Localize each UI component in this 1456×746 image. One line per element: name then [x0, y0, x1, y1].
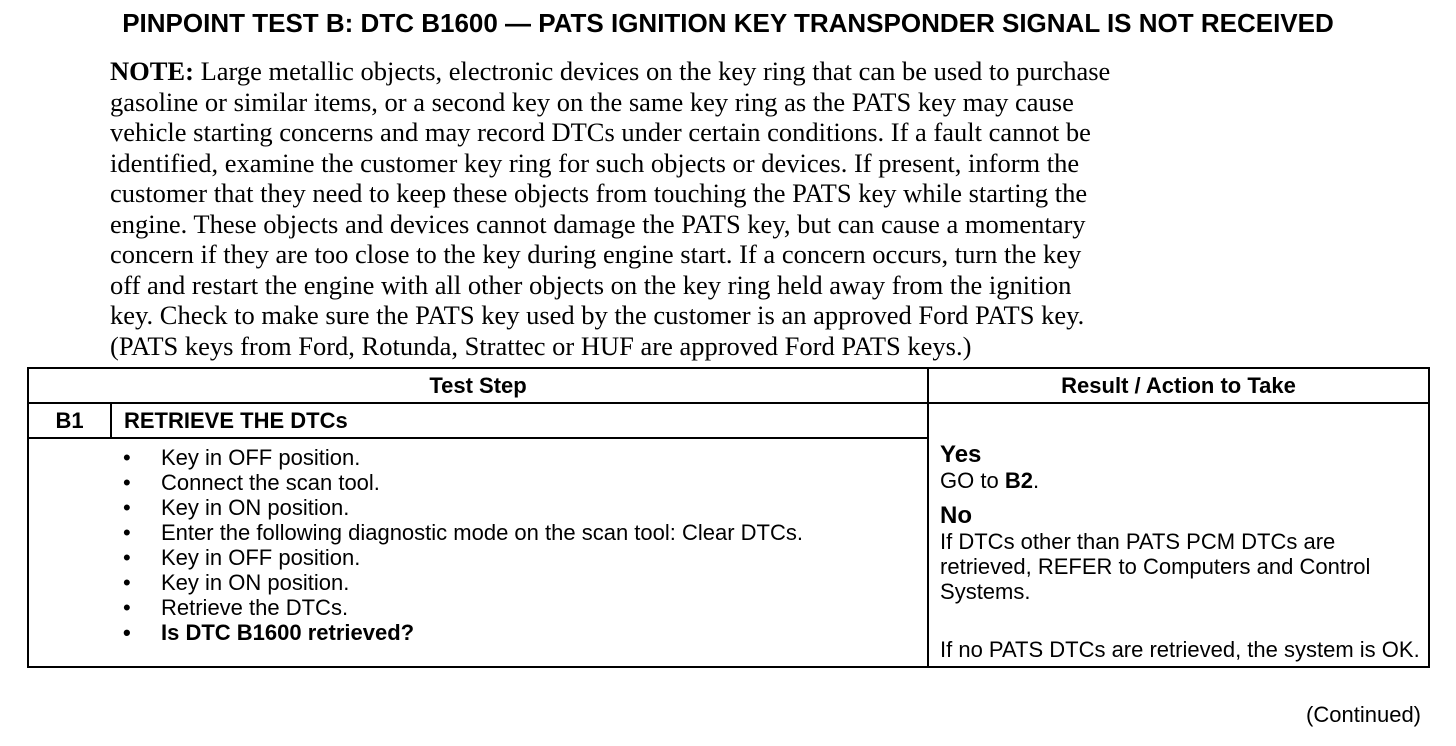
- note-line: key. Check to make sure the PATS key used by the customer is an approved Ford PATS key.: [110, 300, 1085, 330]
- list-item: [29, 620, 927, 645]
- list-item: [29, 545, 927, 570]
- step-title: RETRIEVE THE DTCs: [111, 403, 928, 438]
- bullet-icon: •: [123, 495, 131, 520]
- list-item: [29, 570, 927, 595]
- note-paragraph: [110, 56, 1350, 361]
- no-text-other-dtcs: If DTCs other than PATS PCM DTCs are retrieved, REFER to Computers and Control Systems.: [940, 529, 1371, 604]
- list-item-text: Connect the scan tool.: [161, 470, 380, 495]
- list-item-text: Key in OFF position.: [161, 545, 361, 570]
- note-line-text: Large metallic objects, electronic devices on the key ring that can be used to purchase: [193, 56, 1111, 86]
- list-item-text: Key in ON position.: [161, 570, 350, 595]
- yes-action-target: B2: [1004, 468, 1033, 493]
- bullet-icon: •: [123, 445, 131, 470]
- bullet-icon: •: [123, 595, 131, 620]
- step-title-row: [28, 403, 1429, 438]
- yes-action: [940, 468, 1420, 493]
- bullet-icon: •: [123, 545, 131, 570]
- result-cell: [928, 403, 1429, 667]
- bullet-icon: •: [123, 570, 131, 595]
- note-line: vehicle starting concerns and may record DTCs under certain conditions. If a fault cannot be: [110, 117, 1091, 147]
- note-line: concern if they are too close to the key during engine start. If a concern occurs, turn the key: [110, 239, 1082, 269]
- note-line: off and restart the engine with all other objects on the key ring held away from the ignition: [110, 269, 1072, 300]
- list-item-text: Is DTC B1600 retrieved?: [161, 620, 415, 645]
- note-line: engine. These objects and devices cannot damage the PATS key, but can cause a momentary: [110, 208, 1086, 239]
- step-id: B1: [28, 403, 111, 438]
- yes-action-prefix: GO to: [940, 468, 1005, 493]
- list-item-text: Retrieve the DTCs.: [161, 595, 349, 620]
- list-item: [29, 595, 927, 620]
- list-item: [29, 445, 927, 470]
- continued-label: (Continued): [1306, 702, 1421, 727]
- page-title: PINPOINT TEST B: DTC B1600 — PATS IGNITION KEY TRANSPONDER SIGNAL IS NOT RECEIVED: [122, 8, 1334, 38]
- bullet-icon: •: [123, 470, 131, 495]
- note-label: NOTE:: [110, 56, 194, 86]
- list-item-text: Key in OFF position.: [161, 445, 361, 470]
- bullet-icon: •: [123, 520, 131, 545]
- step-body: [28, 438, 928, 667]
- yes-label: Yes: [940, 441, 982, 468]
- list-item: [29, 495, 927, 520]
- no-label: No: [940, 502, 973, 529]
- note-line: customer that they need to keep these objects from touching the PATS key while starting the: [110, 178, 1088, 208]
- step-bullet-list: [29, 445, 927, 645]
- test-step-table: [27, 367, 1430, 668]
- note-line: [110, 56, 1350, 87]
- note-line: (PATS keys from Ford, Rotunda, Strattec or HUF are approved Ford PATS keys.): [110, 330, 972, 361]
- list-item-text: Key in ON position.: [161, 495, 350, 520]
- list-item-text: Enter the following diagnostic mode on the scan tool: Clear DTCs.: [161, 520, 803, 545]
- header-result-action: Result / Action to Take: [928, 368, 1429, 403]
- list-item: [29, 520, 927, 545]
- yes-action-suffix: .: [1032, 468, 1040, 493]
- header-test-step: Test Step: [28, 368, 928, 403]
- list-item: [29, 470, 927, 495]
- note-line: gasoline or similar items, or a second key on the same key ring as the PATS key may cause: [110, 86, 1074, 117]
- table-header-row: [28, 368, 1429, 403]
- bullet-icon: •: [123, 620, 131, 645]
- no-text-no-dtcs: If no PATS DTCs are retrieved, the system is OK.: [940, 637, 1420, 662]
- note-line: identified, examine the customer key ring for such objects or devices. If present, inform the: [110, 147, 1080, 178]
